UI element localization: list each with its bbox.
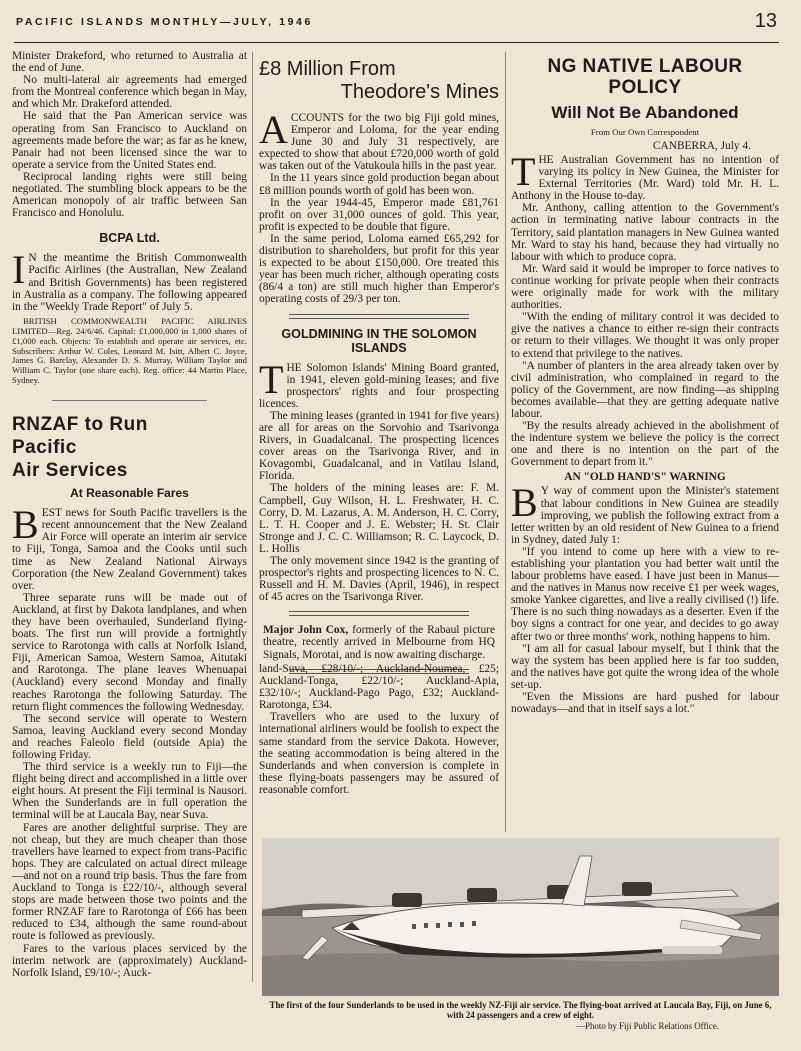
photo-caption bbox=[262, 1000, 779, 1031]
column-1 bbox=[12, 50, 247, 979]
sunderland-flying-boat-image bbox=[262, 838, 779, 996]
rnzaf-article bbox=[12, 502, 247, 979]
paragraph: Fares are another delightful surprise. They are not cheap, but they are much cheaper than those travellers have learned to expect from trans-Pacific hops. They are calculated on actual direct mileage—and not on a round trip basis. Thus the fare from Auckland to Tonga is £22/10/-, although several stops are made between those two points and the former RNZAF fare to Rarotonga of £66 has been reduced to £34, although the same round-about route is followed as previously. bbox=[12, 821, 247, 943]
fares-continuation bbox=[259, 663, 499, 796]
air-agreements-article bbox=[12, 50, 247, 219]
heading-line: Theodore's Mines bbox=[340, 81, 499, 103]
paragraph: land-Suva, £28/10/-; Auckland-Noumea, £25; Auckland-Tonga, £22/10/-; Auckland-Apia, £32/10/-; Auckland-Pago Pago, £32; Auckland-Rarotonga, £34. bbox=[259, 663, 499, 712]
running-title: PACIFIC ISLANDS MONTHLY—JULY, 1946 bbox=[16, 16, 313, 28]
warning-article bbox=[511, 480, 779, 716]
labour-article bbox=[511, 149, 779, 469]
theodore-article bbox=[259, 107, 499, 306]
paragraph: "If you intend to come up here with a view to re-establishing your plantation you had better wait until the labour problems have eased. I have just been in Manus—and the natives in Manus now receive £1 per week wages, smoke Yankee cigarettes, and live a really civilised (!) life. There is no such thing nowadays as a deserter. Even if the boy signs a contract for one year, and decides to go away after two or three months' work, nothing happens to him. bbox=[511, 545, 779, 643]
column-3 bbox=[511, 50, 779, 715]
cox-name: Major John Cox, bbox=[263, 624, 349, 637]
dateline: CANBERRA, July 4. bbox=[652, 140, 751, 152]
paragraph: Fares to the various places serviced by the interim network are (approximately) Auckland-Norfolk Island, £9/10/-; Auck- bbox=[12, 942, 247, 979]
paragraph: Minister Drakeford, who returned to Australia at the end of June. bbox=[12, 50, 247, 75]
labour-heading bbox=[511, 56, 779, 98]
bcpa-registration-notice: BRITISH COMMONWEALTH PACIFIC AIRLINES LIMITED—Reg. 24/6/46. Capital: £1,000,000 in 1,000 shares of £1,000 each. Objects: To establish and operate air services, etc. Subscribers: Arthur W. Coles, Leonard M. Isitt, Albert C. Joyce, James G. Barclay, Alexander D. S. Murray, William Taylor and William C. Taylor (one share each). Reg. office: 44 Martin Place, Sydney. bbox=[12, 315, 247, 386]
column-2 bbox=[259, 50, 499, 681]
goldmining-heading: GOLDMINING IN THE SOLOMON ISLANDS bbox=[281, 326, 477, 355]
paragraph: BEST news for South Pacific travellers is the recent announcement that the New Zealand Air Force will operate an interim air service to Fiji, Tonga, Samoa and the Cooks until such time as New Zealand National Airways Corporation (the New Zealand Government) takes over. bbox=[12, 502, 247, 592]
paragraph: "Even the Missions are hard pushed for labour nowadays—and that in itself says a lot." bbox=[511, 691, 779, 716]
page-header bbox=[14, 12, 779, 43]
paragraph: THE Australian Government has no intention of varying its policy in New Guinea, the Minister for External Territories (Mr. Ward) told Mr. H. L. Anthony in the House to-day. bbox=[511, 149, 779, 203]
rnzaf-heading-line: Air Services bbox=[12, 460, 128, 482]
paragraph: The only movement since 1942 is the granting of prospector's rights and prospecting licences to N. C. Russell and H. M. Davies (April, 1946), in respect of 45 acres on the Tsarivonga River. bbox=[259, 555, 499, 604]
paragraph: In the 11 years since gold production began about £8 million pounds worth of gold has been won. bbox=[259, 172, 499, 197]
paragraph: The third service is a weekly run to Fiji—the flight being direct and accomplished in a little over eight hours. At present the Fiji terminal is Nausori. When the Sunderlands are in full operation the terminal will be at Laucala Bay, near Suva. bbox=[12, 761, 247, 822]
heading-line: POLICY bbox=[608, 77, 682, 98]
paragraph: BY way of comment upon the Minister's statement that labour conditions in New Guinea are steadily improving, we publish the following extract from a letter written by an old resident of New Guinea to a friend in Sydney, dated July 1: bbox=[511, 480, 779, 546]
column-divider bbox=[505, 52, 506, 832]
rnzaf-heading bbox=[12, 413, 247, 482]
section-divider bbox=[289, 314, 469, 319]
paragraph: "By the results already achieved in the abolishment of the indenture system we believe the policy is the correct one and there is no intention on the part of the Government to depart from it." bbox=[511, 420, 779, 469]
paragraph: Mr. Anthony, calling attention to the Government's action in terminating native labour contracts in the Territory, said plantation managers in New Guinea wanted Mr. Ward to stay his hand, because they had virtually no labour with which to produce copra. bbox=[511, 202, 779, 263]
bcpa-heading: BCPA Ltd. bbox=[99, 231, 160, 246]
paragraph: The second service will operate to Western Samoa, leaving Auckland every second Monday and reaches Faleolo field (outside Apia) the following Friday. bbox=[12, 712, 247, 761]
paragraph: The holders of the mining leases are: F. M. Campbell, Guy Wilson, H. L. Freshwater, H. C. Corry, D. M. Lazarus, A. M. Anderson, H. C. Corry, L. T. H. Cooper and J. E. Webster; H. St. Clair Stronge and J. C. C. Williamson; R. C. Laycock, D. L. Hollis bbox=[259, 482, 499, 555]
page-number: 13 bbox=[754, 10, 777, 32]
goldmining-article bbox=[259, 356, 499, 604]
column-divider bbox=[252, 52, 253, 982]
bcpa-paragraph: IN the meantime the British Commonwealth Pacific Airlines (the Australian, New Zealand and British Governments) has been registered in Australia as a company. The following appeared in the "Weekly Trade Report" of July 5. bbox=[12, 247, 247, 313]
rnzaf-heading-line: RNZAF to Run bbox=[12, 414, 148, 436]
paragraph: THE Solomon Islands' Mining Board granted, in 1941, eleven gold-mining leases; and five prospectors' rights and four prospecting licences. bbox=[259, 356, 499, 410]
flying-boat-photo bbox=[262, 838, 779, 996]
paragraph: "I am all for casual labour myself, but I think that the way the system has been applied here is far too sudden, and the natives have got quite the wrong idea of the whole set-up. bbox=[511, 642, 779, 691]
paragraph: Travellers who are used to the luxury of international airliners would be foolish to expect the same standard from the service Dakota. However, the seating accommodation is being altered in the Sunderlands and when conversion is complete in these flying-boats passengers may be assured of reasonable comfort. bbox=[259, 711, 499, 796]
theodore-heading bbox=[259, 58, 499, 104]
paragraph: He said that the Pan American service was operating from San Francisco to Auckland on agreements made before the war; as far as he knew, Panair had not been licensed since the war to operate a service from the United States end. bbox=[12, 110, 247, 171]
paragraph: In the year 1944-45, Emperor made £81,761 profit on over 31,000 ounces of gold. This year, profit is expected to be double that figure. bbox=[259, 196, 499, 233]
section-divider bbox=[52, 400, 207, 401]
correspondent-line: From Our Own Correspondent bbox=[590, 127, 700, 137]
paragraph: "With the ending of military control it was decided to give the natives a chance to either re-sign their contracts or return to their villages. We thought it was only proper to extend that privilege to the natives. bbox=[511, 311, 779, 360]
paragraph: The mining leases (granted in 1941 for five years) are all for areas on the Sorvohio and Tsarivonga Rivers, in Guadalcanal. The prospecting licences cover areas on the Tsarivonga River, and in Kovagombi, Guadalcanal, and in Vatilau Island, Florida. bbox=[259, 409, 499, 483]
paragraph: "A number of planters in the area already taken over by civil administration, who complained in regard to the policy of the Government, are now finding—as shipping becomes available—that they are getting adequate native labour. bbox=[511, 359, 779, 420]
paragraph: In the same period, Loloma earned £65,292 for distribution to shareholders, but profit for this year is expected to be about £150,000. Ore treated this year has been much richer, although operating costs (86/4 a ton) are still much higher than Emperor's operating costs of 29/3 per ton. bbox=[259, 232, 499, 306]
cox-note bbox=[263, 624, 495, 660]
paragraph: No multi-lateral air agreements had emerged from the Montreal conference which began in May, and which Mr. Drakeford attended. bbox=[12, 74, 247, 111]
rnzaf-subheading: At Reasonable Fares bbox=[70, 486, 189, 501]
caption-text: The first of the four Sunderlands to be used in the weekly NZ-Fiji air service. The flying-boat arrived at Laucala Bay, Fiji, on June 6, with 24 passengers and a crew of eight. bbox=[269, 1000, 772, 1021]
warning-heading: AN "OLD HAND'S" WARNING bbox=[564, 471, 726, 484]
heading-line: NG NATIVE LABOUR bbox=[547, 56, 743, 77]
rnzaf-heading-line: Pacific bbox=[12, 437, 77, 459]
paragraph: Three separate runs will be made out of Auckland, at first by Dakota landplanes, and when they have been overhauled, Sunderland flying-boats. The first run will provide a fortnightly service to Rarotonga with calls at Norfolk Island, Fiji, American Samoa, Western Samoa, Aitutaki and Rarotonga. The plane leaves Whenuapai (Auckland) every second Monday and finally reaches Rarotonga the following Saturday. The return flight commences the following Wednesday. bbox=[12, 591, 247, 713]
labour-subheading: Will Not Be Abandoned bbox=[551, 103, 739, 122]
section-divider bbox=[289, 611, 469, 616]
photo-credit: —Photo by Fiji Public Relations Office. bbox=[576, 1020, 719, 1031]
heading-line: £8 Million From bbox=[259, 58, 396, 80]
paragraph: ACCOUNTS for the two big Fiji gold mines, Emperor and Loloma, for the year ending June 30 and July 31 respectively, are expected to show that about £720,000 worth of gold was taken out of the Vatukoula hills in the past year. bbox=[259, 107, 499, 173]
paragraph: Reciprocal landing rights were still being negotiated. The stumbling block appears to be the American monopoly of air traffic between San Francisco and Honolulu. bbox=[12, 170, 247, 220]
paragraph: Mr. Ward said it would be improper to force natives to continue working for private people when their contracts were originally made for work with the military authorities. bbox=[511, 262, 779, 312]
cox-text: formerly of the Rabaul picture theatre, recently arrived in Melbourne from HQ Signals, Morotai, and is now awaiting discharge. bbox=[263, 624, 495, 661]
